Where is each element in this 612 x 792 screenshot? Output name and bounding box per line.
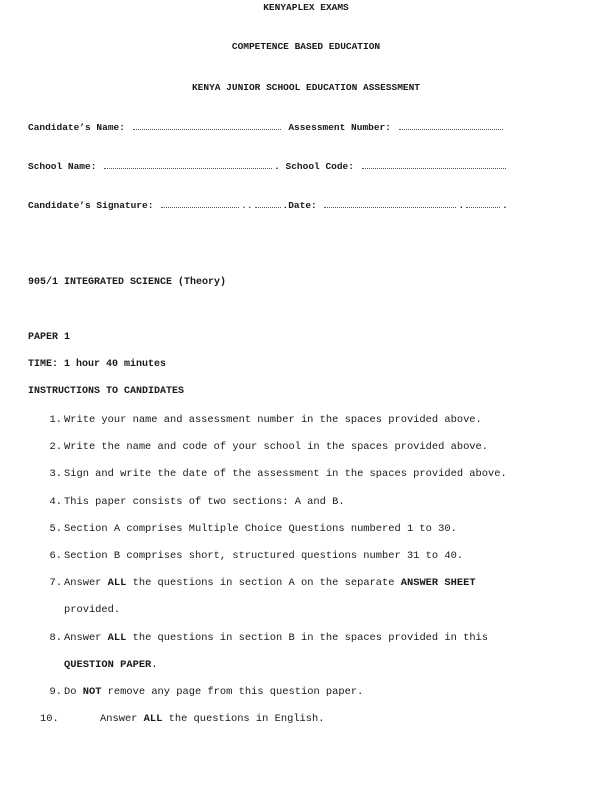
instruction-text <box>64 468 507 480</box>
school-code-label: School Code: <box>285 161 354 172</box>
instruction-emphasis: NOT <box>82 686 102 698</box>
school-row <box>28 160 508 172</box>
date-field[interactable] <box>324 199 456 208</box>
instruction-number: 8. <box>49 631 62 644</box>
school-name-trail: . <box>274 161 280 172</box>
instruction-number: 6. <box>49 550 62 562</box>
instruction-text-part: Write your name and assessment number in the spaces provided above. <box>64 414 482 426</box>
date-end-dot: . <box>502 200 508 211</box>
instruction-text-part: Answer <box>100 713 144 726</box>
instruction-emphasis: ALL <box>107 631 127 644</box>
school-code-field[interactable] <box>362 160 506 169</box>
instruction-number: 4. <box>49 495 62 508</box>
instruction-text-part: Sign and write the date of the assessment in the spaces provided above. <box>64 468 507 481</box>
candidate-name-label: Candidate’s Name: <box>28 122 125 133</box>
signature-field[interactable] <box>161 199 239 208</box>
instruction-text <box>64 659 158 671</box>
instruction-text-part: Answer <box>64 577 108 590</box>
paper-label: PAPER 1 <box>28 332 71 343</box>
exam-body-title: KENYAPLEX EXAMS <box>263 2 349 13</box>
candidate-name-row <box>28 121 505 133</box>
instruction-number: 5. <box>49 522 62 535</box>
signature-row <box>28 199 508 211</box>
date-field-extension[interactable] <box>466 199 500 208</box>
instruction-text <box>64 577 476 589</box>
instruction-text <box>64 686 363 698</box>
instruction-number: 10. <box>40 713 59 726</box>
instruction-text-part: the questions in English. <box>162 713 325 726</box>
instruction-text-part: the questions in section B in the spaces provided in this <box>126 631 489 644</box>
assessment-title: KENYA JUNIOR SCHOOL EDUCATION ASSESSMENT <box>191 82 421 93</box>
paper-code-title: 905/1 INTEGRATED SCIENCE (Theory) <box>28 277 227 288</box>
instruction-text <box>64 523 457 535</box>
instruction-number: 7. <box>49 577 62 590</box>
instruction-emphasis: ANSWER SHEET <box>400 577 476 590</box>
signature-trail: .. <box>241 200 253 211</box>
instruction-number: 9. <box>49 686 62 698</box>
time-allowed: TIME: 1 hour 40 minutes <box>28 359 167 370</box>
instruction-text-part: Do <box>64 686 83 698</box>
instruction-text <box>100 713 325 725</box>
instruction-emphasis: ALL <box>107 577 127 590</box>
instruction-emphasis: QUESTION PAPER <box>64 658 152 671</box>
instruction-text-part: This paper consists of two sections: A and B. <box>64 495 345 508</box>
instruction-emphasis: ALL <box>143 713 163 726</box>
assessment-number-field[interactable] <box>399 121 503 130</box>
instruction-text <box>64 441 488 453</box>
instruction-text-part: . <box>151 658 158 671</box>
instruction-text-part: the questions in section A on the separate <box>126 577 401 590</box>
instruction-number: 3. <box>49 468 62 481</box>
instruction-text-part: Write the name and code of your school in the spaces provided above. <box>64 441 489 454</box>
signature-field-extension[interactable] <box>255 199 281 208</box>
school-name-label: School Name: <box>28 161 97 172</box>
candidate-name-field[interactable] <box>133 121 281 130</box>
instruction-text <box>64 496 345 508</box>
instruction-text <box>64 604 120 616</box>
instruction-text <box>64 550 463 562</box>
instruction-number: 1. <box>49 414 62 426</box>
instruction-text-part: remove any page from this question paper. <box>101 686 364 698</box>
instruction-text-part: provided. <box>64 604 121 617</box>
assessment-number-label: Assessment Number: <box>288 122 391 133</box>
date-trail: . <box>458 200 465 211</box>
instruction-text-part: Answer <box>64 631 108 644</box>
instructions-heading: INSTRUCTIONS TO CANDIDATES <box>28 386 185 397</box>
instruction-text-part: Section A comprises Multiple Choice Questions numbered 1 to 30. <box>64 522 457 535</box>
curriculum-title: COMPETENCE BASED EDUCATION <box>231 41 381 52</box>
instruction-text <box>64 632 488 644</box>
date-label: .Date: <box>282 200 317 211</box>
instruction-text-part: Section B comprises short, structured questions number 31 to 40. <box>64 550 464 562</box>
school-name-field[interactable] <box>104 160 272 169</box>
instruction-number: 2. <box>49 441 62 454</box>
signature-label: Candidate’s Signature: <box>28 200 154 211</box>
instruction-text <box>64 414 482 426</box>
